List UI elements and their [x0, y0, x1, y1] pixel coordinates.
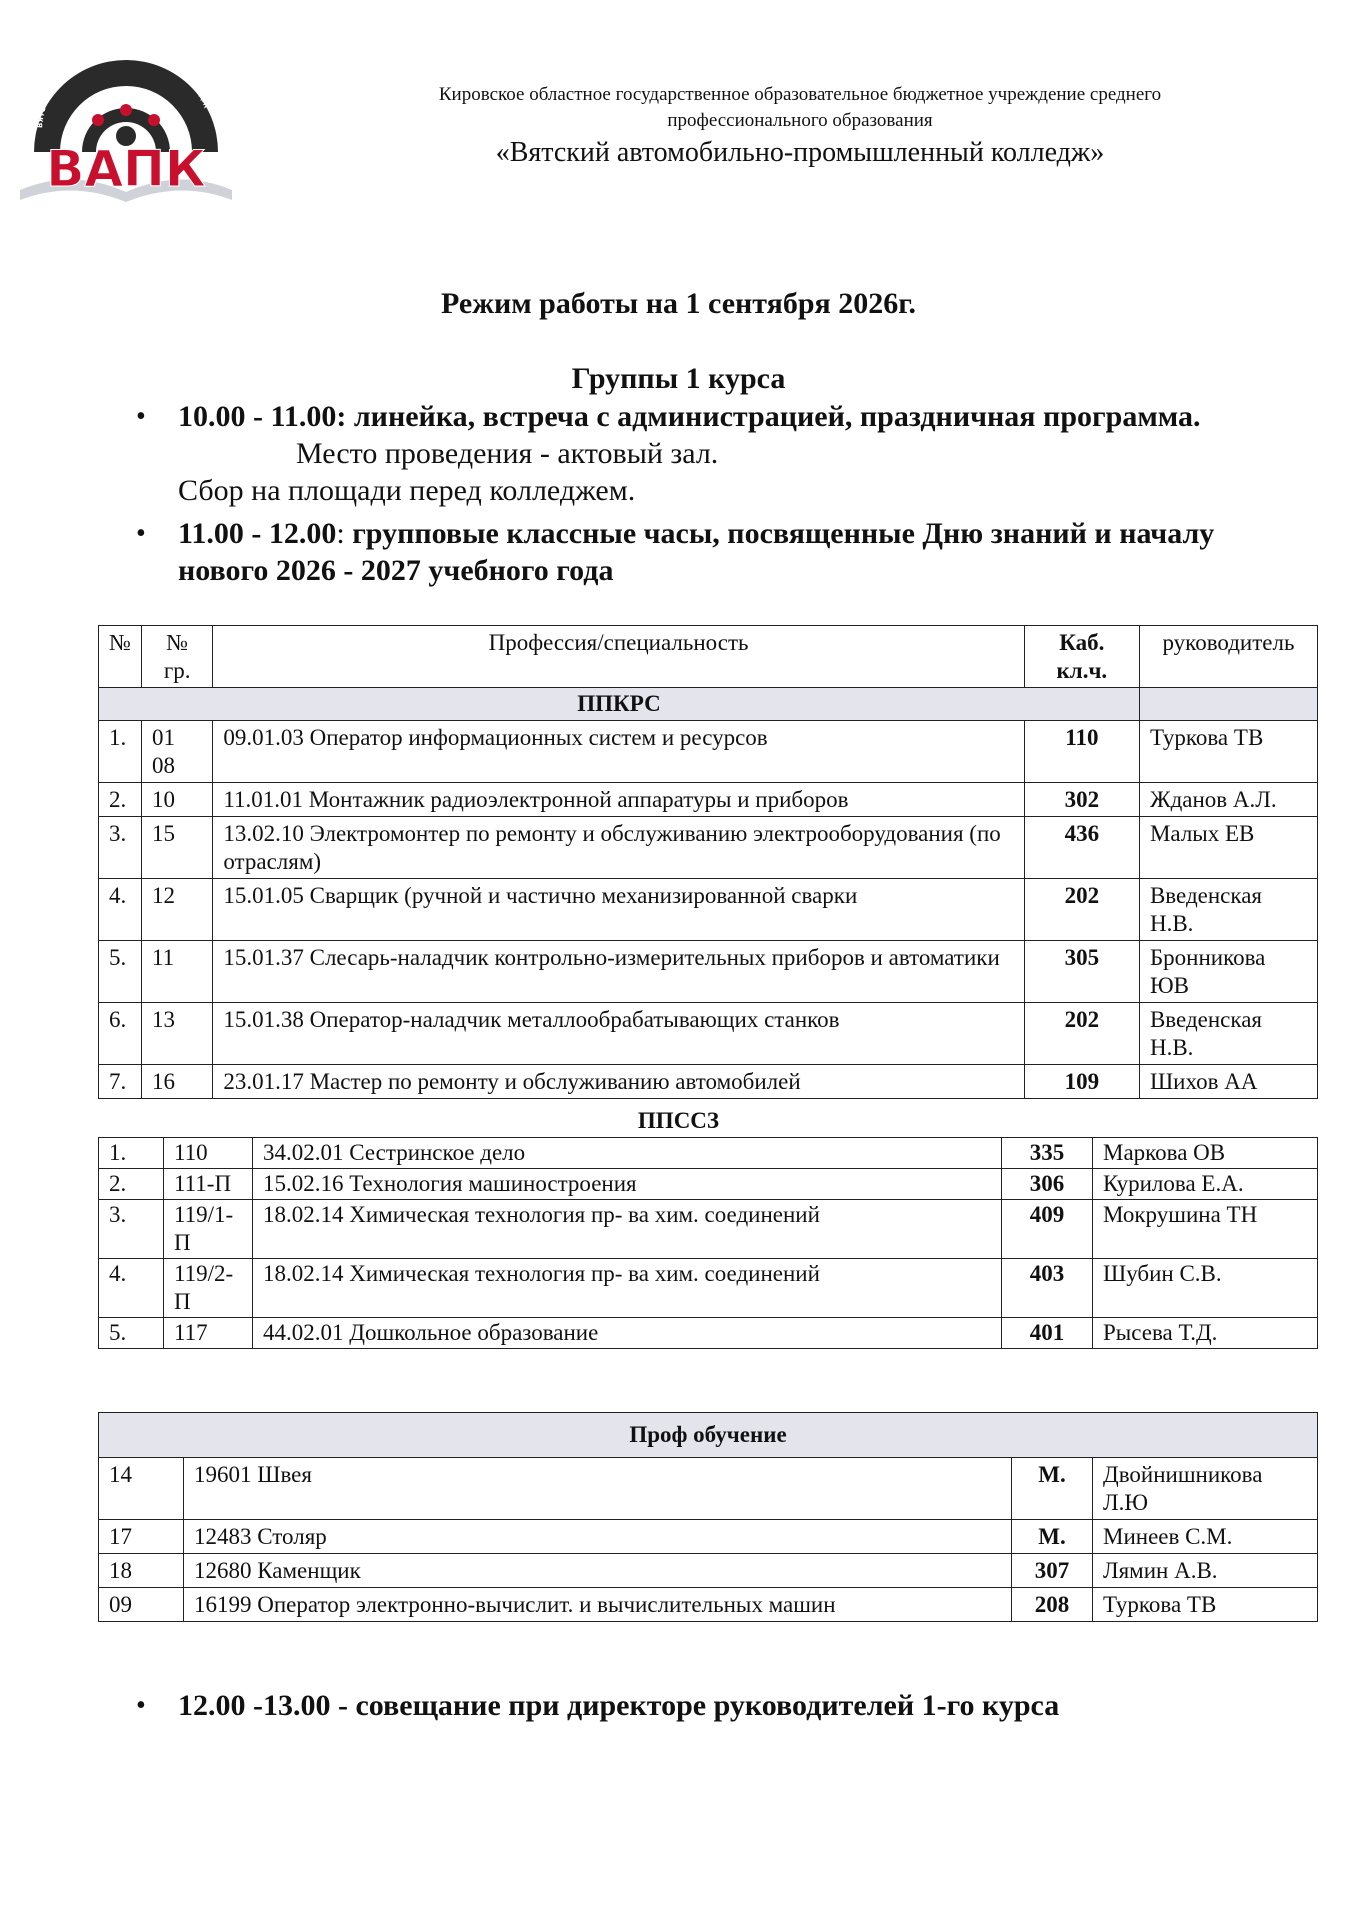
section-title-ppssz: ППССЗ [637, 1108, 720, 1133]
cell-leader: Малых ЕВ [1139, 817, 1317, 879]
table-row [99, 1065, 1318, 1099]
cell-num: 2. [99, 1169, 164, 1200]
cell-specialty: 23.01.17 Мастер по ремонту и обслуживанию автомобилей [213, 1065, 1024, 1099]
cell-leader: Минеев С.М. [1093, 1520, 1318, 1554]
cell-room: 109 [1024, 1065, 1139, 1099]
section-row-prof [99, 1413, 1318, 1458]
ppssz-table [98, 1137, 1318, 1349]
cell-group: 110 [164, 1138, 253, 1169]
col-header-specialty: Профессия/специальность [213, 626, 1024, 688]
bullet-1-time: 10.00 - 11.00: [178, 400, 347, 433]
table-row [99, 941, 1318, 1003]
page-subtitle: Группы 1 курса [571, 362, 786, 395]
cell-room: 306 [1002, 1169, 1093, 1200]
table-row [99, 817, 1318, 879]
prof-training-table [98, 1412, 1318, 1622]
section-title-ppkrs: ППКРС [99, 688, 1140, 721]
college-name: «Вятский автомобильно-промышленный колледж» [495, 137, 1105, 168]
bullet-2-time: 11.00 - 12.00 [178, 517, 337, 550]
cell-num: 2. [99, 783, 142, 817]
cell-num: 5. [99, 941, 142, 1003]
table-row [99, 1588, 1318, 1622]
table-row [99, 1200, 1318, 1259]
cell-num: 6. [99, 1003, 142, 1065]
table-row [99, 1318, 1318, 1349]
cell-specialty: 09.01.03 Оператор информационных систем и ресурсов [213, 721, 1024, 783]
cell-leader: Введенская Н.В. [1139, 1003, 1317, 1065]
cell-specialty: 18.02.14 Химическая технология пр- ва хим. соединений [253, 1200, 1002, 1259]
cell-group: 13 [141, 1003, 212, 1065]
college-logo [12, 40, 240, 210]
cell-leader: Шубин С.В. [1093, 1259, 1318, 1318]
bullet-item-1 [178, 398, 1308, 509]
cell-leader: Туркова ТВ [1093, 1588, 1318, 1622]
cell-specialty: 16199 Оператор электронно-вычислит. и вычислительных машин [184, 1588, 1012, 1622]
cell-leader: Лямин А.В. [1093, 1554, 1318, 1588]
cell-group: 15 [141, 817, 212, 879]
cell-specialty: 15.01.38 Оператор-наладчик металлообрабатывающих станков [213, 1003, 1024, 1065]
cell-specialty: 18.02.14 Химическая технология пр- ва хим. соединений [253, 1259, 1002, 1318]
bullet-item-3 [178, 1687, 1308, 1724]
logo-ring-text: ВЯТСКИЙ АВТОМОБИЛЬНО-ПРОМЫШЛЕННЫЙ КОЛЛЕДЖ [36, 43, 211, 129]
cell-leader: Туркова ТВ [1139, 721, 1317, 783]
col-header-leader: руководитель [1139, 626, 1317, 688]
cell-num: 1. [99, 721, 142, 783]
org-line-1: Кировское областное государственное образовательное бюджетное учреждение среднего [438, 84, 1162, 105]
cell-group: 01 08 [141, 721, 212, 783]
bullet-1-gather: Сбор на площади перед колледжем. [178, 474, 636, 507]
table-row [99, 1169, 1318, 1200]
bullet-1-text: линейка, встреча с администрацией, праздничная программа. [346, 400, 1201, 433]
cell-group: 18 [99, 1554, 184, 1588]
col-header-room: Каб. кл.ч. [1024, 626, 1139, 688]
cell-room: М. [1012, 1520, 1093, 1554]
cell-num: 4. [99, 879, 142, 941]
table-row [99, 1458, 1318, 1520]
table-header-row [99, 626, 1318, 688]
table-row [99, 783, 1318, 817]
cell-room: 401 [1002, 1318, 1093, 1349]
cell-specialty: 34.02.01 Сестринское дело [253, 1138, 1002, 1169]
cell-num: 5. [99, 1318, 164, 1349]
cell-num: 4. [99, 1259, 164, 1318]
col-header-group: № гр. [141, 626, 212, 688]
cell-num: 1. [99, 1138, 164, 1169]
cell-group: 16 [141, 1065, 212, 1099]
cell-group: 09 [99, 1588, 184, 1622]
table-row [99, 1259, 1318, 1318]
cell-leader: Двойнишникова Л.Ю [1093, 1458, 1318, 1520]
cell-group: 119/2-П [164, 1259, 253, 1318]
cell-leader: Введенская Н.В. [1139, 879, 1317, 941]
cell-leader: Маркова ОВ [1093, 1138, 1318, 1169]
ppkrs-table [98, 625, 1318, 1099]
cell-room: 409 [1002, 1200, 1093, 1259]
table-row [99, 879, 1318, 941]
cell-group: 10 [141, 783, 212, 817]
cell-room: 202 [1024, 879, 1139, 941]
cell-room: 110 [1024, 721, 1139, 783]
cell-room: 202 [1024, 1003, 1139, 1065]
table-row [99, 1554, 1318, 1588]
cell-group: 117 [164, 1318, 253, 1349]
bullet-2-colon: : [336, 517, 345, 550]
bullet-1-place: Место проведения - актовый зал. [296, 437, 719, 470]
cell-leader: Мокрушина ТН [1093, 1200, 1318, 1259]
bullet-item-2 [178, 515, 1308, 589]
cell-specialty: 12680 Каменщик [184, 1554, 1012, 1588]
cell-specialty: 15.01.37 Слесарь-наладчик контрольно-измерительных приборов и автоматики [213, 941, 1024, 1003]
cell-group: 14 [99, 1458, 184, 1520]
table-row [99, 721, 1318, 783]
cell-num: 7. [99, 1065, 142, 1099]
table-row [99, 1003, 1318, 1065]
cell-group: 12 [141, 879, 212, 941]
cell-room: 436 [1024, 817, 1139, 879]
section-title-prof: Проф обучение [99, 1413, 1318, 1458]
page-title: Режим работы на 1 сентября 2026г. [440, 287, 917, 320]
table-row [99, 1138, 1318, 1169]
cell-room: 305 [1024, 941, 1139, 1003]
logo-text: ВАПК [46, 140, 206, 198]
section-row-ppkrs [99, 688, 1318, 721]
cell-leader: Бронникова ЮВ [1139, 941, 1317, 1003]
cell-room: 403 [1002, 1259, 1093, 1318]
bullet-3-text: 12.00 -13.00 - совещание при директоре руководителей 1-го курса [178, 1689, 1060, 1722]
table-row [99, 1520, 1318, 1554]
cell-specialty: 12483 Столяр [184, 1520, 1012, 1554]
cell-room: 335 [1002, 1138, 1093, 1169]
cell-specialty: 11.01.01 Монтажник радиоэлектронной аппаратуры и приборов [213, 783, 1024, 817]
cell-leader: Курилова Е.А. [1093, 1169, 1318, 1200]
cell-specialty: 19601 Швея [184, 1458, 1012, 1520]
cell-leader: Рысева Т.Д. [1093, 1318, 1318, 1349]
org-line-2: профессионального образования [667, 110, 933, 131]
cell-room: 208 [1012, 1588, 1093, 1622]
cell-group: 17 [99, 1520, 184, 1554]
cell-group: 119/1-П [164, 1200, 253, 1259]
cell-room: М. [1012, 1458, 1093, 1520]
cell-specialty: 13.02.10 Электромонтер по ремонту и обслуживанию электрооборудования (по отраслям) [213, 817, 1024, 879]
cell-num: 3. [99, 1200, 164, 1259]
cell-leader: Шихов АА [1139, 1065, 1317, 1099]
cell-specialty: 15.02.16 Технология машиностроения [253, 1169, 1002, 1200]
cell-group: 111-П [164, 1169, 253, 1200]
cell-num: 3. [99, 817, 142, 879]
cell-group: 11 [141, 941, 212, 1003]
cell-room: 307 [1012, 1554, 1093, 1588]
cell-room: 302 [1024, 783, 1139, 817]
cell-specialty: 15.01.05 Сварщик (ручной и частично механизированной сварки [213, 879, 1024, 941]
col-header-num: № [99, 626, 142, 688]
cell-leader: Жданов А.Л. [1139, 783, 1317, 817]
cell-specialty: 44.02.01 Дошкольное образование [253, 1318, 1002, 1349]
bullet-2-text: групповые классные часы, посвященные Дню знаний и началу нового 2026 - 2027 учебного года [178, 517, 1215, 587]
